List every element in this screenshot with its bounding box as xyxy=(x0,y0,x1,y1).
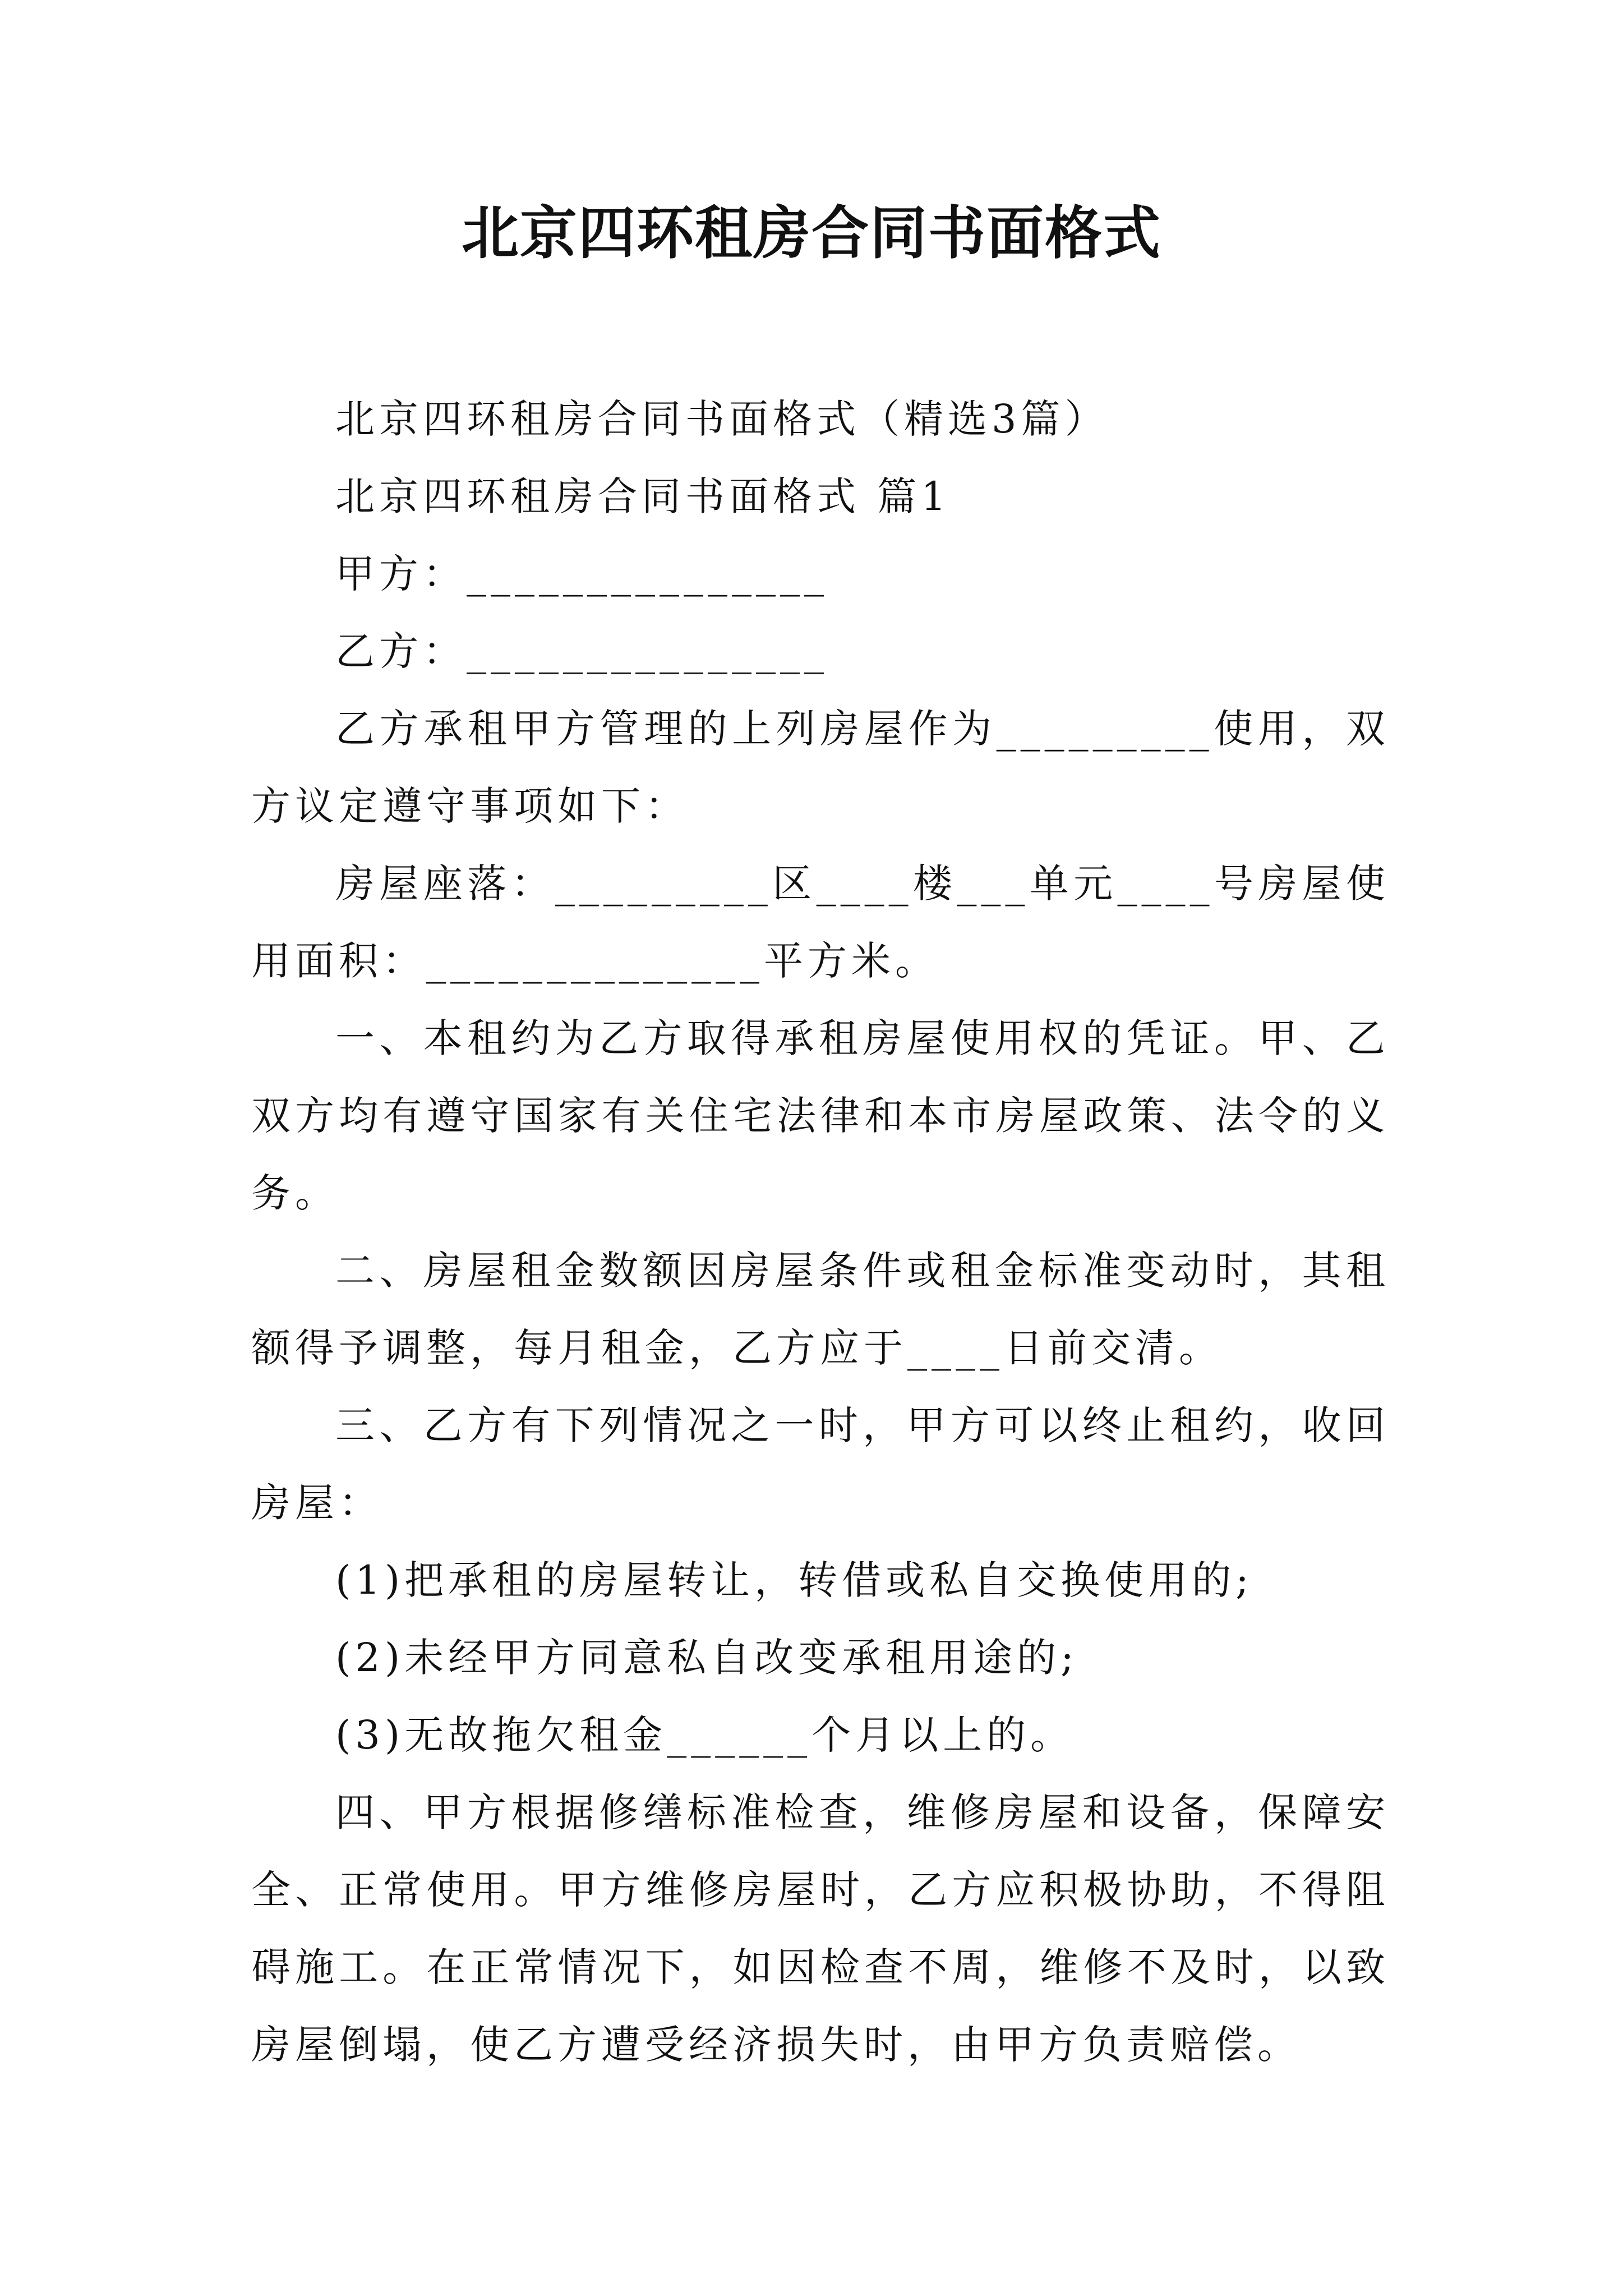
document-body xyxy=(251,380,1390,2083)
paragraph-section-heading: 北京四环租房合同书面格式 篇1 xyxy=(335,473,951,519)
paragraph-clause-3-item-3: (3)无故拖欠租金______个月以上的。 xyxy=(335,1712,1075,1758)
paragraph-party-b: 乙方：_______________ xyxy=(335,628,828,674)
document-title: 北京四环租房合同书面格式 xyxy=(462,200,1161,267)
paragraph-clause-3-item-1: (1)把承租的房屋转让，转借或私自交换使用的; xyxy=(335,1557,1253,1603)
paragraph-usage: 乙方承租甲方管理的上列房屋作为_________使用，双方议定遵守事项如下： xyxy=(251,706,1390,829)
paragraph-party-a: 甲方：_______________ xyxy=(335,551,828,597)
paragraph-clause-1: 一、本租约为乙方取得承租房屋使用权的凭证。甲、乙双方均有遵守国家有关住宅法律和本市房屋政策、法令的义务。 xyxy=(251,1015,1390,1216)
paragraph-subtitle: 北京四环租房合同书面格式（精选3篇） xyxy=(335,396,1109,442)
paragraph-clause-3-item-2: (2)未经甲方同意私自改变承租用途的; xyxy=(335,1635,1078,1681)
paragraph-clause-3: 三、乙方有下列情况之一时，甲方可以终止租约，收回房屋： xyxy=(251,1402,1390,1526)
paragraph-location: 房屋座落：_________区____楼___单元____号房屋使用面积：______________平方米。 xyxy=(251,861,1390,984)
paragraph-clause-2: 二、房屋租金数额因房屋条件或租金标准变动时，其租额得予调整，每月租金，乙方应于____日前交清。 xyxy=(251,1248,1390,1371)
paragraph-clause-4: 四、甲方根据修缮标准检查，维修房屋和设备，保障安全、正常使用。甲方维修房屋时，乙方应积极协助，不得阻碍施工。在正常情况下，如因检查不周，维修不及时，以致房屋倒塌，使乙方遭受经济损失时，由甲方负责赔偿。 xyxy=(251,1789,1390,2068)
